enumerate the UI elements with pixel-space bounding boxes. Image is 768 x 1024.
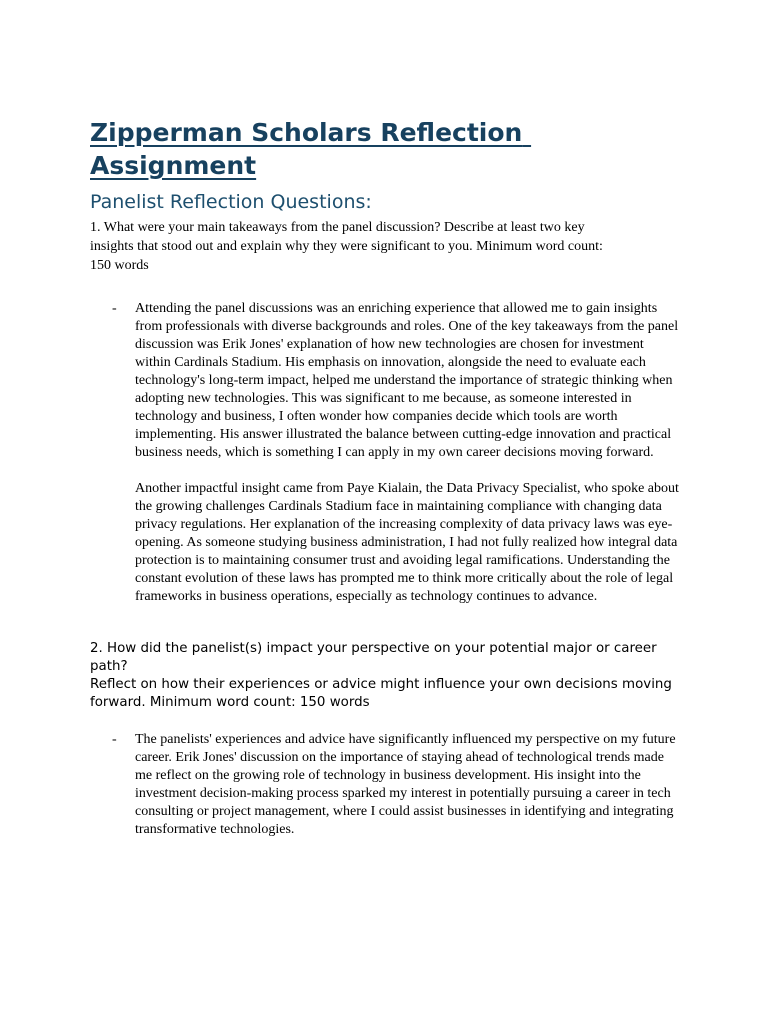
question-2-line-1: 2. How did the panelist(s) impact your perspective on your potential major or career path? <box>90 641 657 674</box>
document-title: Zipperman Scholars Reflection Assignment <box>90 118 532 180</box>
document-page <box>90 112 686 839</box>
answer-1-paragraph-2: Another impactful insight came from Paye Kialain, the Data Privacy Specialist, who spoke about the growing challenges Cardinals Stadium face in maintaining compliance with changing data privacy regulations. Her explanation of the increasing complexity of data privacy laws was eye-opening. As someone studying business administration, I had not fully realized how integral data protection is to maintaining consumer trust and avoiding legal ramifications. Understanding the constant evolution of these laws has prompted me to think more critically about the role of legal frameworks in business operations, especially as technology continues to advance. <box>135 481 679 604</box>
answer-2 <box>90 731 680 839</box>
question-2-line-2: Reflect on how their experiences or advice might influence your own decisions moving <box>90 677 672 692</box>
question-1: 1. What were your main takeaways from the panel discussion? Describe at least two key insights that stood out and explain why they were significant to you. Minimum word count: 150 words <box>90 220 603 273</box>
bullet-dash: - <box>112 301 117 316</box>
question-2 <box>90 640 686 712</box>
bullet-dash: - <box>112 732 117 747</box>
answer-1 <box>90 300 680 606</box>
question-2-line-3: forward. Minimum word count: 150 words <box>90 695 370 710</box>
section-heading: Panelist Reflection Questions: <box>90 191 372 213</box>
answer-2-paragraph-1: The panelists' experiences and advice have significantly influenced my perspective on my future career. Erik Jones' discussion on the importance of staying ahead of technological trends made me reflect on the growing role of technology in business development. His insight into the investment decision-making process sparked my interest in potentially pursuing a career in tech consulting or project management, where I could assist businesses in identifying and integrating transformative technologies. <box>135 732 676 837</box>
answer-1-paragraph-1: Attending the panel discussions was an enriching experience that allowed me to gain insights from professionals with diverse backgrounds and roles. One of the key takeaways from the panel discussion was Erik Jones' explanation of how new technologies are chosen for investment within Cardinals Stadium. His emphasis on innovation, alongside the need to evaluate each technology's long-term impact, helped me understand the importance of strategic thinking when adopting new technologies. This was significant to me because, as someone interested in technology and business, I often wonder how companies decide which tools are worth implementing. His answer illustrated the balance between cutting-edge innovation and practical business needs, which is something I can apply in my own career decisions moving forward. <box>135 301 679 460</box>
